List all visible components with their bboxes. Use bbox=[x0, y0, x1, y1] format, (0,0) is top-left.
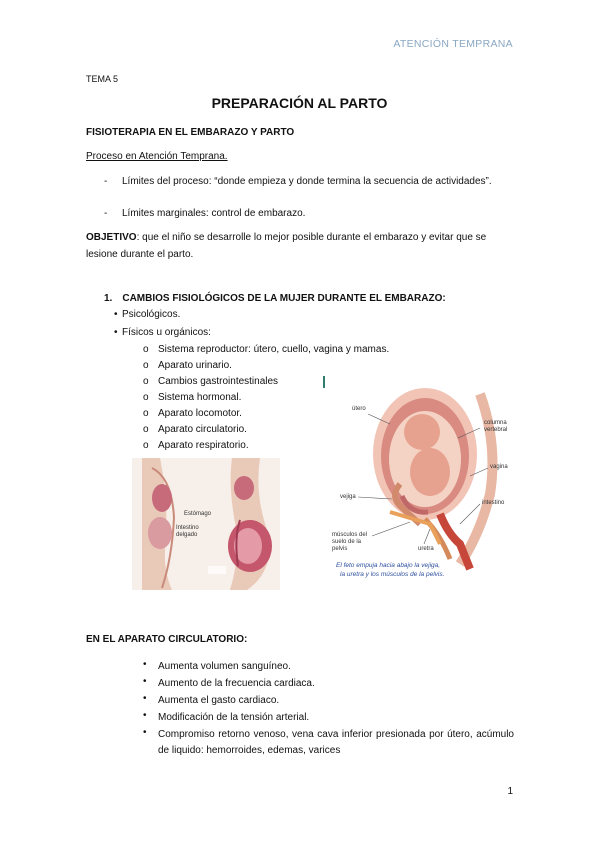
subtitle: FISIOTERAPIA EN EL EMBARAZO Y PARTO bbox=[86, 127, 295, 138]
section-1-heading bbox=[104, 293, 446, 304]
list-item: Aumenta el gasto cardiaco. bbox=[158, 695, 280, 706]
circle-bullet-icon: o bbox=[143, 392, 149, 403]
circle-bullet-icon: o bbox=[143, 376, 149, 387]
label-uretra: uretra bbox=[418, 546, 434, 552]
dash-bullet: - bbox=[104, 208, 108, 219]
sub-list-item: Aparato locomotor. bbox=[158, 408, 242, 419]
list-item: Aumenta volumen sanguíneo. bbox=[158, 661, 291, 672]
bullet-icon: • bbox=[143, 693, 147, 704]
bullet-icon: • bbox=[114, 309, 118, 320]
section-2-heading: EN EL APARATO CIRCULATORIO: bbox=[86, 634, 248, 645]
bullet-icon: • bbox=[143, 710, 147, 721]
label-intestino-right: intestino bbox=[482, 500, 505, 506]
circle-bullet-icon: o bbox=[143, 424, 149, 435]
sub-list-item: Aparato urinario. bbox=[158, 360, 232, 371]
label-intestino: Intestino delgado bbox=[176, 525, 199, 538]
fetus-illustration bbox=[330, 384, 520, 584]
topic-label: TEMA 5 bbox=[86, 74, 119, 84]
label-utero: útero bbox=[352, 406, 366, 412]
objective-label: OBJETIVO bbox=[86, 232, 137, 243]
abdomen-illustration bbox=[132, 458, 280, 590]
circle-bullet-icon: o bbox=[143, 360, 149, 371]
objective-paragraph bbox=[86, 229, 514, 263]
section-1-number: 1. bbox=[104, 293, 113, 304]
limit-item-marginal: Límites marginales: control de embarazo. bbox=[122, 208, 306, 219]
running-header: ATENCIÓN TEMPRANA bbox=[393, 38, 513, 50]
label-columna: columna vertebral bbox=[484, 420, 508, 433]
sub-list-item: Aparato circulatorio. bbox=[158, 424, 247, 435]
bullet-icon: • bbox=[143, 676, 147, 687]
label-vagina: vagina bbox=[490, 464, 508, 470]
list-item: Físicos u orgánicos: bbox=[122, 327, 211, 338]
objective-text: : que el niño se desarrolle lo mejor posible durante el embarazo y evitar que se lesione durante el parto. bbox=[86, 232, 487, 260]
sub-list-item: Sistema hormonal. bbox=[158, 392, 242, 403]
label-musculos: músculos del suelo de la pelvis bbox=[332, 532, 368, 552]
section-1-title: CAMBIOS FISIOLÓGICOS DE LA MUJER DURANTE EL EMBARAZO: bbox=[122, 293, 446, 304]
list-item: Compromiso retorno venoso, vena cava inferior presionada por útero, acúmulo de liquido: hemorroides, edemas, varices bbox=[158, 729, 514, 756]
caption-line-2: la uretra y los músculos de la pelvis. bbox=[340, 571, 445, 578]
label-estomago: Estómago bbox=[184, 511, 212, 517]
text-cursor[interactable] bbox=[323, 376, 325, 388]
list-item: Psicológicos. bbox=[122, 309, 181, 320]
caption-line-1: El feto empuja hacia abajo la vejiga, bbox=[336, 562, 441, 569]
circle-bullet-icon: o bbox=[143, 440, 149, 451]
page-title: PREPARACIÓN AL PARTO bbox=[211, 95, 388, 111]
list-item: Modificación de la tensión arterial. bbox=[158, 712, 310, 723]
bullet-icon: • bbox=[114, 327, 118, 338]
figure-fetus-uterus bbox=[330, 384, 520, 584]
figure-abdomen-organs bbox=[132, 458, 280, 590]
list-item: Aumento de la frecuencia cardiaca. bbox=[158, 678, 315, 689]
bullet-icon: • bbox=[143, 659, 147, 670]
sub-list-item: Cambios gastrointestinales bbox=[158, 376, 279, 387]
limit-item-process: Límites del proceso: “donde empieza y donde termina la secuencia de actividades”. bbox=[122, 176, 492, 187]
page-number: 1 bbox=[507, 786, 513, 797]
sub-list-item: Aparato respiratorio. bbox=[158, 440, 249, 451]
process-heading: Proceso en Atención Temprana. bbox=[86, 151, 228, 162]
circle-bullet-icon: o bbox=[143, 408, 149, 419]
label-vejiga: vejiga bbox=[340, 494, 356, 500]
dash-bullet: - bbox=[104, 176, 108, 187]
circle-bullet-icon: o bbox=[143, 344, 149, 355]
sub-list-item: Sistema reproductor: útero, cuello, vagina y mamas. bbox=[158, 344, 390, 355]
bullet-icon: • bbox=[143, 727, 147, 738]
